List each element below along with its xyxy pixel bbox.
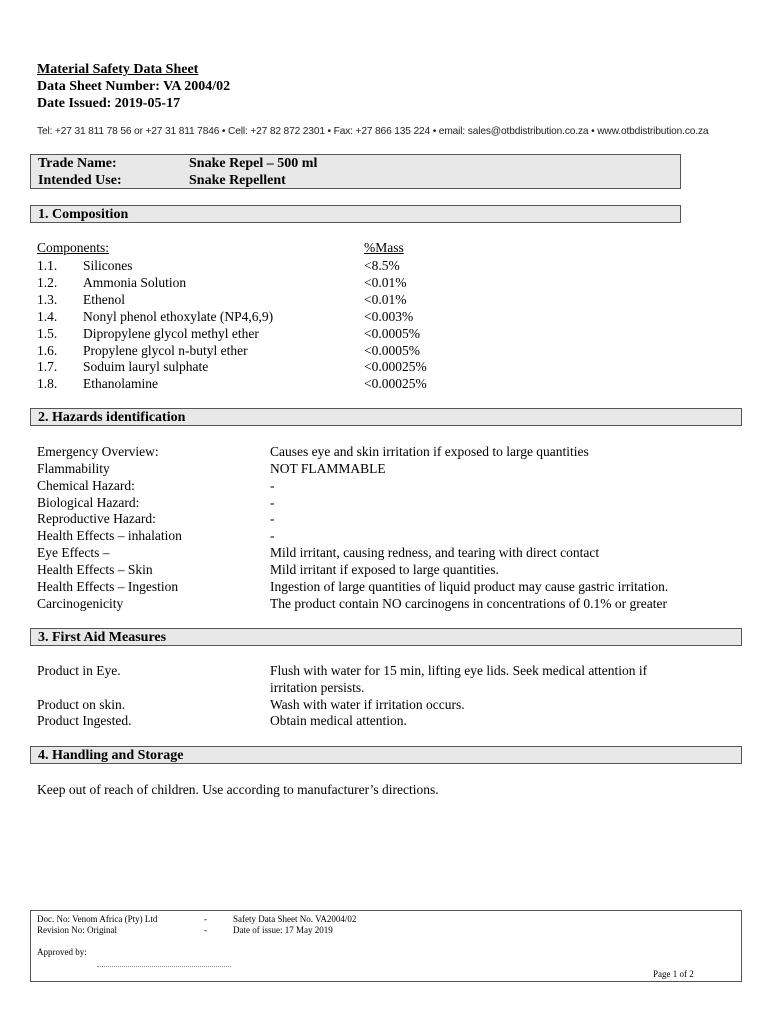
component-name: Propylene glycol n-butyl ether [83,342,248,358]
signature-line [97,966,231,967]
component-mass: <8.5% [364,258,400,273]
first-aid-label: Product in Eye. [37,663,121,678]
component-name: Silicones [83,258,133,273]
hazard-value: Causes eye and skin irritation if exposed to large quantities [270,444,589,459]
component-number: 1.4. [37,308,58,324]
component-mass: <0.0005% [364,342,420,358]
intended-use-label: Intended Use: [38,173,122,188]
component-row [37,275,457,292]
hazard-value: NOT FLAMMABLE [270,460,386,476]
footer-approved-by: Approved by: [37,947,87,957]
hazard-label: Health Effects – Skin [37,561,153,577]
component-mass: <0.0005% [364,325,420,341]
handling-text: Keep out of reach of children. Use according to manufacturer’s directions. [37,782,439,797]
document-title: Material Safety Data Sheet [37,62,199,77]
component-row [37,326,457,343]
hazard-value: - [270,511,275,527]
component-number: 1.7. [37,359,58,375]
date-issued: Date Issued: 2019-05-17 [37,96,181,111]
component-name: Soduim lauryl sulphate [83,359,209,375]
component-number: 1.6. [37,342,58,358]
hazard-label: Reproductive Hazard: [37,511,156,527]
hazard-label: Eye Effects – [37,545,110,561]
component-mass: <0.01% [364,291,407,307]
first-aid-value: Obtain medical attention. [270,713,407,728]
component-name: Dipropylene glycol methyl ether [83,325,259,341]
component-number: 1.5. [37,325,58,341]
first-aid-label: Product on skin. [37,697,126,712]
hazard-value: The product contain NO carcinogens in concentrations of 0.1% or greater [270,595,667,611]
trade-name-value: Snake Repel – 500 ml [189,156,318,171]
component-row [37,343,457,360]
component-name: Nonyl phenol ethoxylate (NP4,6,9) [83,308,274,324]
component-row [37,309,457,326]
component-row [37,292,457,309]
hazard-value: - [270,477,275,493]
component-mass: <0.003% [364,308,414,324]
page-footer [30,910,742,982]
section-heading-hazards: 2. Hazards identification [30,408,742,426]
hazard-value: Mild irritant, causing redness, and tearing with direct contact [270,545,600,561]
section-heading-handling: 4. Handling and Storage [30,746,742,764]
mass-label: %Mass [364,240,404,255]
component-row [37,376,457,393]
footer-dash: - [204,914,207,924]
component-row [37,258,457,275]
component-number: 1.8. [37,376,58,392]
trade-name-row [38,155,318,172]
hazard-label: Flammability [37,460,110,476]
first-aid-label: Product Ingested. [37,713,132,728]
footer-date-of-issue: Date of issue: 17 May 2019 [233,925,333,935]
component-mass: <0.01% [364,274,407,290]
hazard-label: Carcinogenicity [37,595,124,611]
footer-doc-no: Doc. No: Venom Africa (Pty) Ltd [37,914,158,924]
hazard-value: - [270,528,275,544]
component-mass: <0.00025% [364,376,427,392]
first-aid-value: Flush with water for 15 min, lifting eye lids. Seek medical attention if [270,663,648,678]
contact-line: Tel: +27 31 811 78 56 or +27 31 811 7846 • Cell: +27 82 872 2301 • Fax: +27 866 135 224 • email: sales@otbdistribution.co.za • www.otbdistribution.co.za [37,126,709,137]
first-aid-value-continued: irritation persists. [270,680,365,695]
data-sheet-number: Data Sheet Number: VA 2004/02 [37,79,231,94]
document-header [37,61,230,112]
section-heading-composition: 1. Composition [30,205,681,223]
trade-name-label: Trade Name: [38,156,117,171]
footer-sheet-no: Safety Data Sheet No. VA2004/02 [233,914,357,924]
hazard-label: Chemical Hazard: [37,477,135,493]
hazard-label: Emergency Overview: [37,444,159,459]
first-aid-value: Wash with water if irritation occurs. [270,697,465,712]
footer-revision: Revision No: Original [37,925,117,935]
hazard-label: Biological Hazard: [37,494,140,510]
page-number: Page 1 of 2 [653,969,694,979]
component-mass: <0.00025% [364,359,427,375]
component-number: 1.3. [37,291,58,307]
component-row [37,359,457,376]
intended-use-value: Snake Repellent [189,173,286,188]
hazard-label: Health Effects – inhalation [37,528,182,544]
section-heading-first-aid: 3. First Aid Measures [30,628,742,646]
intended-use-row [38,172,286,189]
component-name: Ethenol [83,291,125,307]
component-number: 1.1. [37,258,58,273]
hazard-value: Ingestion of large quantities of liquid product may cause gastric irritation. [270,578,669,594]
component-name: Ethanolamine [83,376,158,392]
footer-dash: - [204,925,207,935]
components-label: Components: [37,240,110,255]
component-name: Ammonia Solution [83,274,187,290]
trade-info-box [30,154,681,189]
component-number: 1.2. [37,274,58,290]
hazard-label: Health Effects – Ingestion [37,578,179,594]
hazard-value: - [270,494,275,510]
hazard-value: Mild irritant if exposed to large quantities. [270,561,499,577]
